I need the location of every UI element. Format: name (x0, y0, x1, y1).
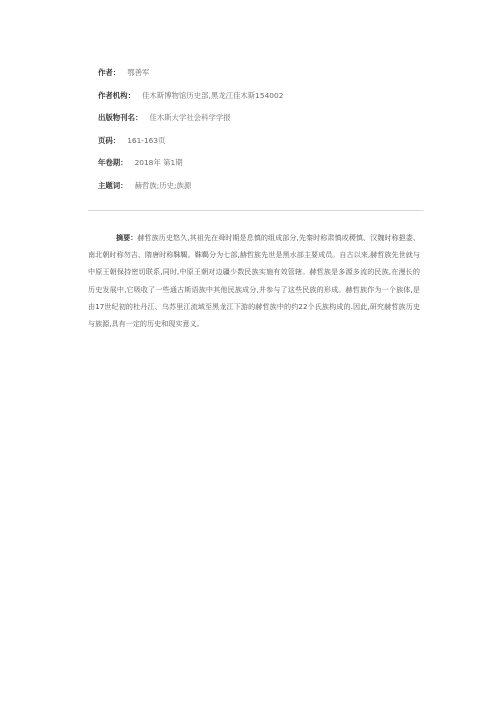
institution-label: 作者机构： (98, 90, 135, 100)
keywords-row (98, 175, 458, 198)
section-divider (88, 210, 423, 211)
journal-value: 佳木斯大学社会科学学报 (149, 113, 231, 122)
abstract-text: 赫哲族历史悠久,其祖先在舜时期是息慎的组成部分,先秦时称肃慎或稷慎、汉魏时称挹娄、南北朝时称勿吉、隋唐时称靺鞨。靺鞨分为七部,赫哲族先世是黑水部主要成员。自古以来,赫哲族先世就与中原王朝保持密切联系,同时,中原王朝对边疆少数民族实施有效管辖。赫哲族是多源多流的民族,在漫长的历史发展中,它吸收了一些通古斯语族中其他民族成分,并参与了这些民族的形成。赫哲族作为一个族体,是由17世纪初的杜丹江、乌苏里江流域至黑龙江下游的赫哲族中的约22个氏族构成的.因此,研究赫哲族历史与族源,具有一定的历史和现实意义。 (88, 233, 420, 329)
pages-row (98, 130, 458, 153)
pages-value: 161-163页 (127, 135, 166, 145)
abstract-label: 摘要： (116, 233, 138, 242)
abstract-paragraph (88, 229, 420, 332)
institution-value: 佳木斯博物馆历史部,黑龙江佳木斯154002 (141, 90, 284, 100)
issue-value: 2018年 第1期 (134, 158, 183, 167)
journal-row (98, 107, 458, 130)
institution-row (98, 85, 458, 108)
issue-row (98, 152, 458, 175)
issue-label: 年卷期： (98, 158, 128, 167)
author-row (98, 62, 458, 85)
pages-label: 页码： (98, 135, 121, 145)
journal-label: 出版物刊名： (98, 113, 143, 122)
keywords-value: 赫哲族;历史;族源 (134, 180, 192, 190)
author-value: 鄂善军 (127, 68, 150, 77)
article-metadata (98, 62, 458, 197)
author-label: 作者： (98, 68, 121, 77)
keywords-label: 主题词： (98, 180, 128, 190)
